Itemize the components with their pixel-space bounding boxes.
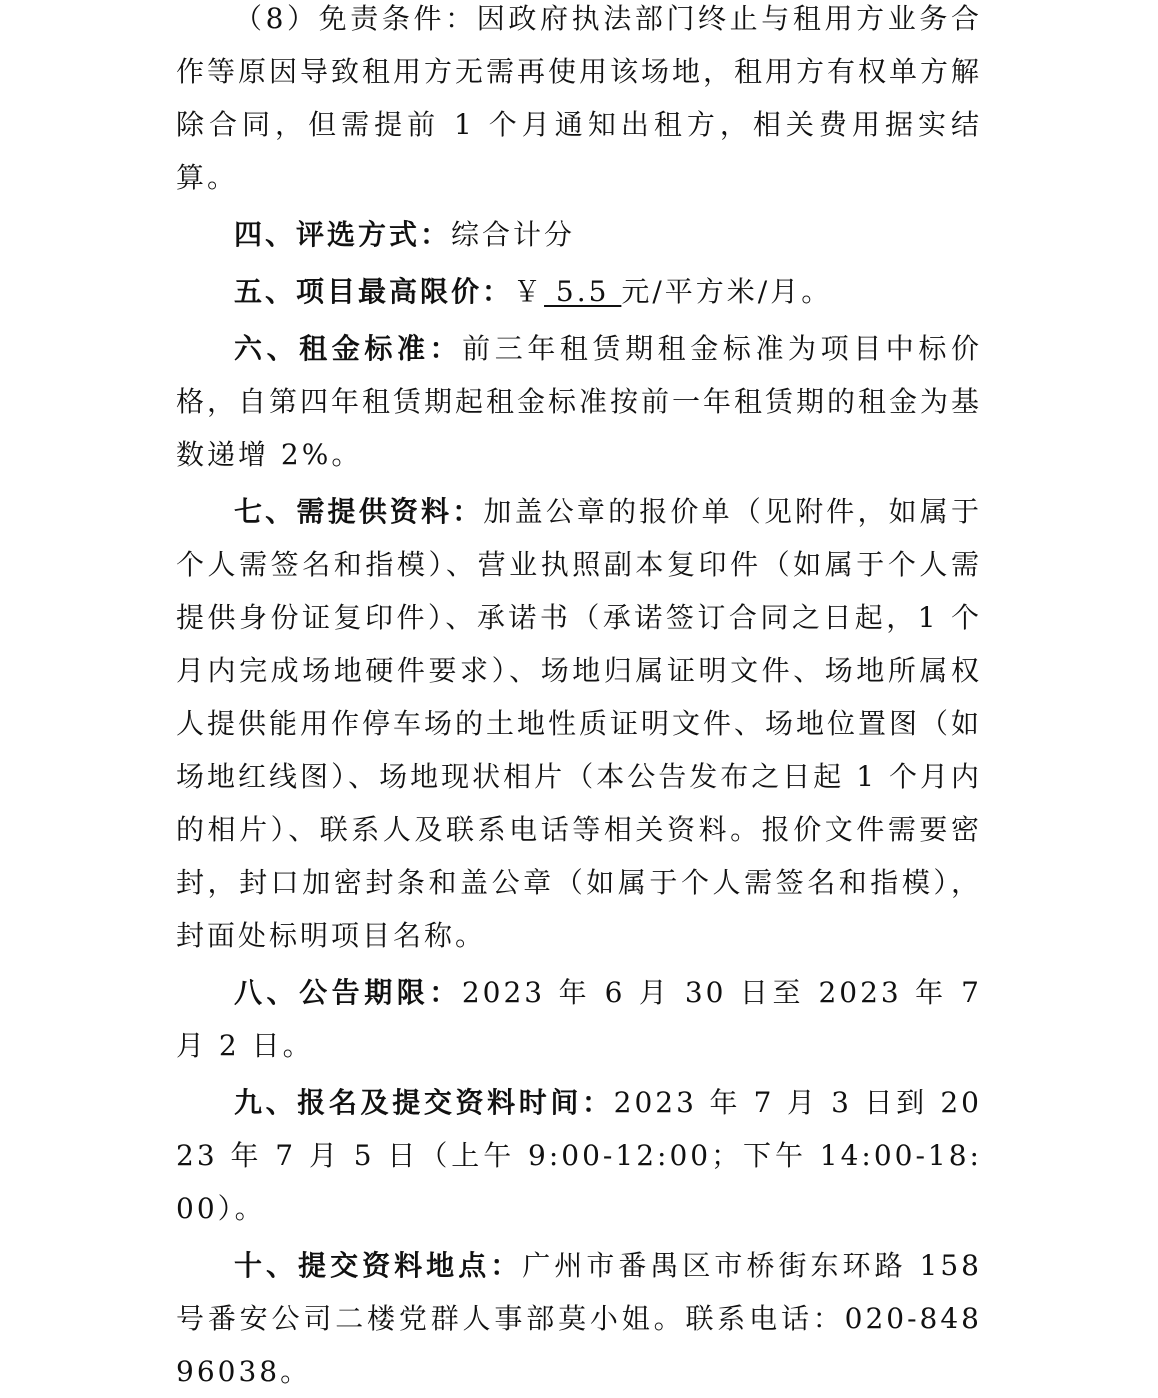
clause-8-paragraph [176,0,982,204]
price-unit: 元/平方米/月。 [621,275,833,308]
section-8-heading: 八、公告期限： [234,976,462,1009]
section-4-heading: 四、评选方式： [234,218,452,251]
section-10-heading: 十、提交资料地点： [234,1249,523,1282]
clause-8-text: （8）免责条件：因政府执法部门终止与租用方业务合作等原因导致租用方无需再使用该场地，租用方有权单方解除合同，但需提前 1 个月通知出租方，相关费用据实结算。 [176,2,983,194]
section-9-heading: 九、报名及提交资料时间： [234,1086,614,1119]
section-7-paragraph [176,485,982,962]
section-7-text: 加盖公章的报价单（见附件，如属于个人需签名和指模）、营业执照副本复印件（如属于个人需提供身份证复印件）、承诺书（承诺签订合同之日起，1 个月内完成场地硬件要求）、场地归属证明文件、场地所属权人提供能用作停车场的土地性质证明文件、场地位置图（如场地红线图）、场地现状相片（本公告发布之日起 1 个月内的相片）、联系人及联系电话等相关资料。报价文件需要密封，封口加密封条和盖公章（如属于个人需签名和指模），封面处标明项目名称。 [176,495,983,952]
section-6-paragraph [176,322,982,481]
section-6-heading: 六、租金标准： [234,332,463,365]
section-10-text: 广州市番禺区市桥街东环路 158 号番安公司二楼党群人事部莫小姐。联系电话：020-84896038。 [176,1249,982,1388]
max-price-value: 5.5 [544,275,622,308]
document-page [176,0,982,1398]
section-10-paragraph [176,1239,982,1398]
section-8-text: 2023 年 6 月 30 日至 2023 年 7 月 2 日。 [176,976,982,1062]
section-9-text: 2023 年 7 月 3 日到 2023 年 7 月 5 日（上午 9:00-12:00；下午 14:00-18:00）。 [176,1086,982,1225]
price-currency-symbol: ￥ [513,275,545,308]
section-4-paragraph [176,208,982,261]
section-9-paragraph [176,1076,982,1235]
section-5-heading: 五、项目最高限价： [234,275,514,308]
section-6-text: 前三年租赁期租金标准为项目中标价格，自第四年租赁期起租金标准按前一年租赁期的租金为基数递增 2%。 [176,332,983,471]
section-5-paragraph [176,265,982,318]
section-4-text: 综合计分 [451,218,576,251]
section-8-paragraph [176,966,982,1072]
section-7-heading: 七、需提供资料： [234,495,484,528]
